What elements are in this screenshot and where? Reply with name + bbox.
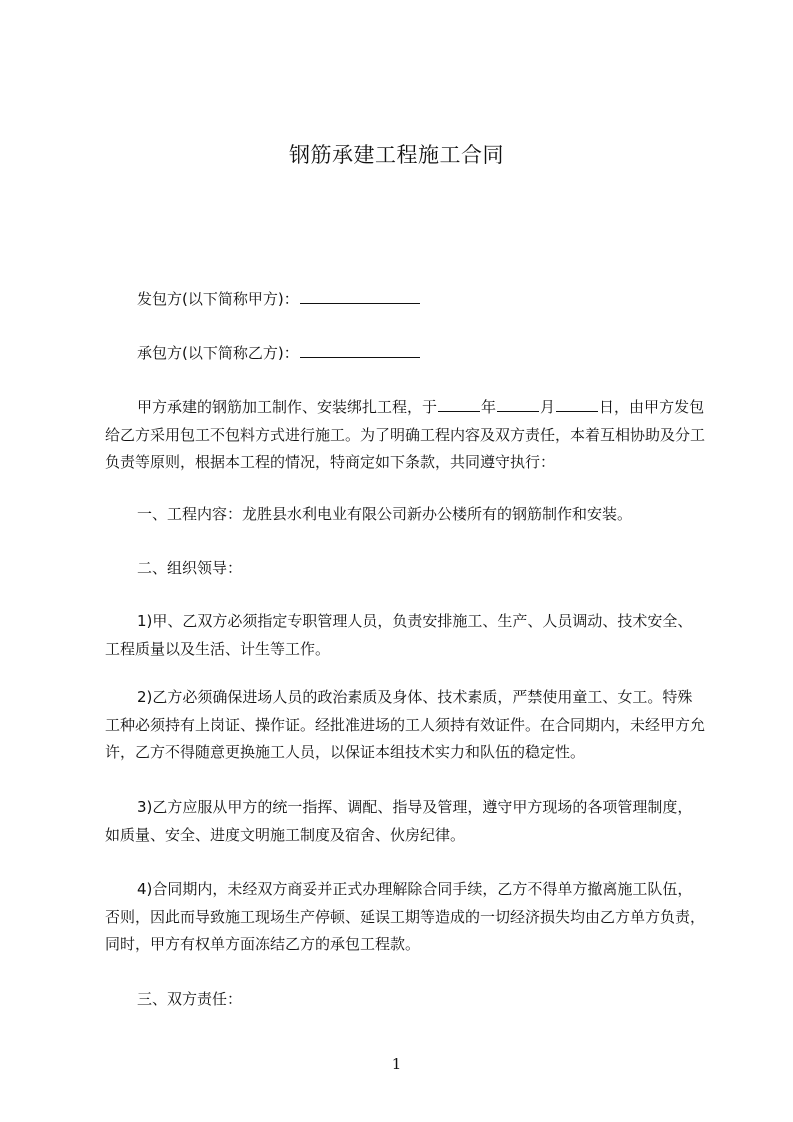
- section-2: 二、组织领导：: [137, 559, 243, 577]
- day-blank: [556, 397, 598, 412]
- item-3: 3)乙方应服从甲方的统一指挥、调配、指导及管理，遵守甲方现场的各项管理制度，如质量、安全、进度文明施工制度及宿舍、伙房纪律。: [105, 798, 693, 844]
- party-a-label: 发包方(以下简称甲方)：: [137, 290, 299, 308]
- intro-year: 年: [481, 398, 497, 416]
- month-blank: [497, 397, 539, 412]
- party-a-blank: [300, 289, 420, 304]
- party-b-line: [105, 340, 705, 368]
- party-b-label: 承包方(以下简称乙方)：: [137, 344, 299, 362]
- section-3: 三、双方责任：: [137, 990, 243, 1008]
- intro-month: 月: [540, 398, 556, 416]
- party-b-blank: [300, 343, 420, 358]
- intro-paragraph: [105, 394, 705, 477]
- section-1: 一、工程内容：龙胜县水利电业有限公司新办公楼所有的钢筋制作和安装。: [137, 505, 633, 523]
- document-title: 钢筋承建工程施工合同: [289, 143, 504, 167]
- page-number: 1: [391, 1055, 402, 1073]
- year-blank: [438, 397, 480, 412]
- intro-day: 日，由甲: [599, 398, 660, 416]
- intro-prefix: 甲方承建的钢筋加工制作、安装绑扎工程，于: [137, 398, 438, 416]
- item-1: 1)甲、乙双方必须指定专职管理人员，负责安排施工、生产、人员调动、技术安全、工程质量以及生活、计生等工作。: [105, 612, 693, 658]
- item-2: 2)乙方必须确保进场人员的政治素质及身体、技术素质，严禁使用童工、女工。特殊工种必须持有上岗证、操作证。经批准进场的工人须持有效证件。在合同期内，未经甲方允许，乙方不得随意更换施工人员，以保证本组技术实力和队伍的稳定性。: [105, 688, 706, 761]
- intro-rest: 方发包给乙方采用包工不包料方式进行施工。为了明确工程内容及双方责任，本着互相协助及分工负责等原则，根据本工程的情况，特商定如下条款，共同遵守执行：: [105, 398, 706, 471]
- party-a-line: [105, 286, 705, 314]
- item-4: 4)合同期内，未经双方商妥并正式办理解除合同手续，乙方不得单方撤离施工队伍，否则，因此而导致施工现场生产停顿、延误工期等造成的一切经济损失均由乙方单方负责，同时，甲方有权单方面冻结乙方的承包工程款。: [105, 880, 706, 953]
